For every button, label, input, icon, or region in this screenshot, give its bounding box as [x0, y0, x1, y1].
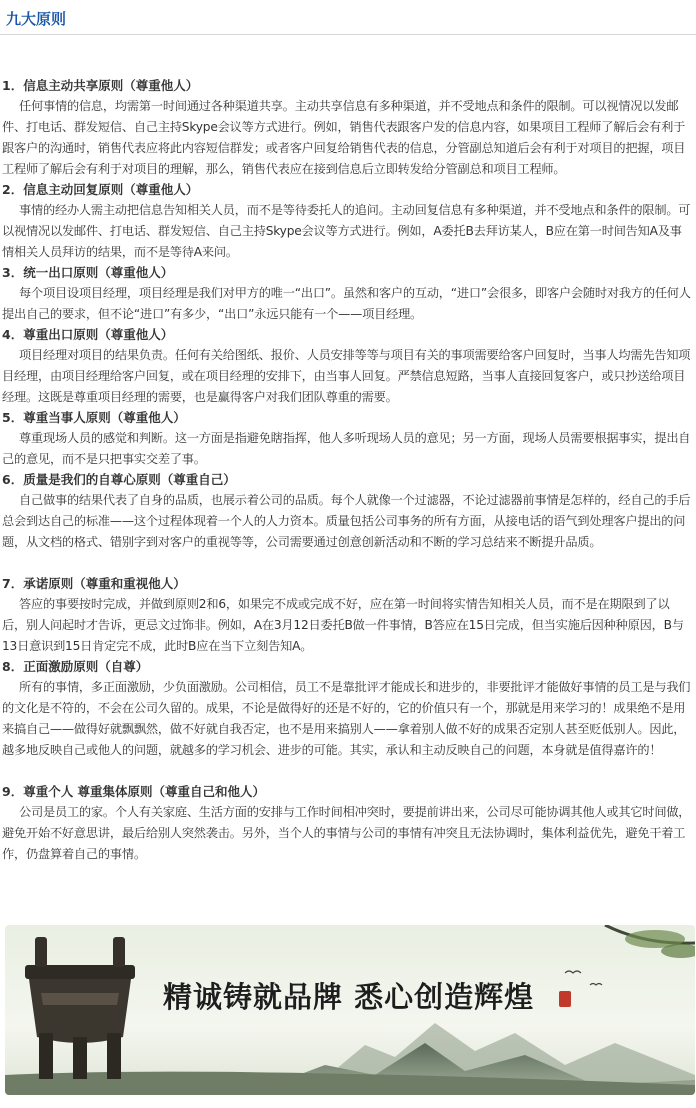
principles-list [2, 76, 692, 865]
principle-title: 5．尊重当事人原则（尊重他人） [2, 410, 186, 425]
principle-body: 自己做事的结果代表了自身的品质，也展示着公司的品质。每个人就像一个过滤器，不论过滤器前事情是怎样的，经自己的手后总会到达自己的标准——这个过程体现着一个人的人力资本。质量包括公司事务的所有方面，从接电话的语气到处理客户提出的问题，从文档的格式、错别字到对客户的重视等等，公司需要通过创意创新活动和不断的学习总结来不断提升品质。 [2, 493, 691, 549]
principle-section [2, 76, 692, 180]
principle-title: 1．信息主动共享原则（尊重他人） [2, 78, 199, 93]
principle-title: 3．统一出口原则（尊重他人） [2, 265, 174, 280]
principle-title: 7．承诺原则（尊重和重视他人） [2, 576, 186, 591]
principle-section [2, 180, 692, 263]
principle-body: 项目经理对项目的结果负责。任何有关给图纸、报价、人员安排等等与项目有关的事项需要给客户回复时，当事人均需先告知项目经理，由项目经理给客户回复，或在项目经理的安排下，由当事人回复。严禁信息短路，当事人直接回复客户，或只抄送给项目经理。这既是尊重项目经理的需要，也是赢得客户对我们团队尊重的需要。 [2, 348, 691, 404]
principle-section [2, 574, 692, 657]
seal-stamp-icon [559, 991, 571, 1007]
principle-section [2, 263, 692, 325]
slogan-banner [5, 925, 695, 1095]
page-title: 九大原则 [6, 10, 67, 28]
principle-section [2, 470, 692, 574]
principle-title: 2．信息主动回复原则（尊重他人） [2, 182, 199, 197]
principle-section [2, 408, 692, 470]
principle-title: 9．尊重个人 尊重集体原则（尊重自己和他人） [2, 784, 266, 799]
principle-section [2, 657, 692, 782]
principle-title: 6．质量是我们的自尊心原则（尊重自己） [2, 472, 236, 487]
principle-title: 4．尊重出口原则（尊重他人） [2, 327, 174, 342]
principle-body: 任何事情的信息，均需第一时间通过各种渠道共享。主动共享信息有多种渠道，并不受地点和条件的限制。可以视情况以发邮件、打电话、群发短信、自己主持Skype会议等方式进行。例如，销售代表跟客户发的信息内容，如果项目工程师了解后会有利于跟客户的沟通时，销售代表应将此内容短信群发；或者客户回复给销售代表的信息，分管副总知道后会有利于对项目的把握，项目工程师了解后会有利于对项目的理解，那么，销售代表应在接到信息后立即转发给分管副总和项目工程师。 [2, 99, 686, 176]
principle-body: 所有的事情，多正面激励，少负面激励。公司相信，员工不是靠批评才能成长和进步的，非要批评才能做好事情的员工是与我们的文化是不符的，不会在公司久留的。成果，不论是做得好的还是不好的，它的价值只有一个，那就是用来学习的！成果绝不是用来搞自己——做得好就飘飘然，做不好就自我否定，也不是用来搞别人——拿着别人做不好的成果否定别人甚至贬低别人。因此，越多地反映自己或他人的问题，就越多的学习机会、进步的可能。其实，承认和主动反映自己的问题，本身就是值得嘉许的！ [2, 680, 691, 757]
principle-section [2, 782, 692, 865]
page-header [0, 0, 696, 35]
slogan-text: 精诚铸就品牌 悉心创造辉煌 [163, 980, 535, 1014]
principle-body: 事情的经办人需主动把信息告知相关人员，而不是等待委托人的追问。主动回复信息有多种渠道，并不受地点和条件的限制。可以视情况以发邮件、打电话、群发短信、自己主持Skype会议等方式进行。例如，A委托B去拜访某人，B应在第一时间告知A及事情相关人员拜访的结果，而不是等待A来问。 [2, 203, 691, 259]
principle-title: 8．正面激励原则（自尊） [2, 659, 149, 674]
principle-section [2, 325, 692, 408]
principle-body: 公司是员工的家。个人有关家庭、生活方面的安排与工作时间相冲突时，要提前讲出来，公司尽可能协调其他人或其它时间做，避免开始不好意思讲，最后给别人突然袭击。另外，当个人的事情与公司的事情有冲突且无法协调时，集体利益优先，避免干着工作，仍盘算着自己的事情。 [2, 805, 691, 861]
principle-body: 答应的事要按时完成，并做到原则2和6，如果完不成或完成不好，应在第一时间将实情告知相关人员，而不是在期限到了以后，别人问起时才告诉，更忌文过饰非。例如，A在3月12日委托B做一件事情，B答应在15日完成，但当实施后因种种原因，B与13日意识到15日肯定完不成，此时B应在当下立刻告知A。 [2, 597, 684, 653]
principle-body: 尊重现场人员的感觉和判断。这一方面是指避免瞎指挥，他人多听现场人员的意见；另一方面，现场人员需要根据事实，提出自己的意见，而不是只把事实交差了事。 [2, 431, 691, 466]
principle-body: 每个项目设项目经理，项目经理是我们对甲方的唯一“出口”。虽然和客户的互动，“进口”会很多，即客户会随时对我方的任何人提出自己的要求，但不论“进口”有多少，“出口”永远只能有一个——项目经理。 [2, 286, 691, 321]
